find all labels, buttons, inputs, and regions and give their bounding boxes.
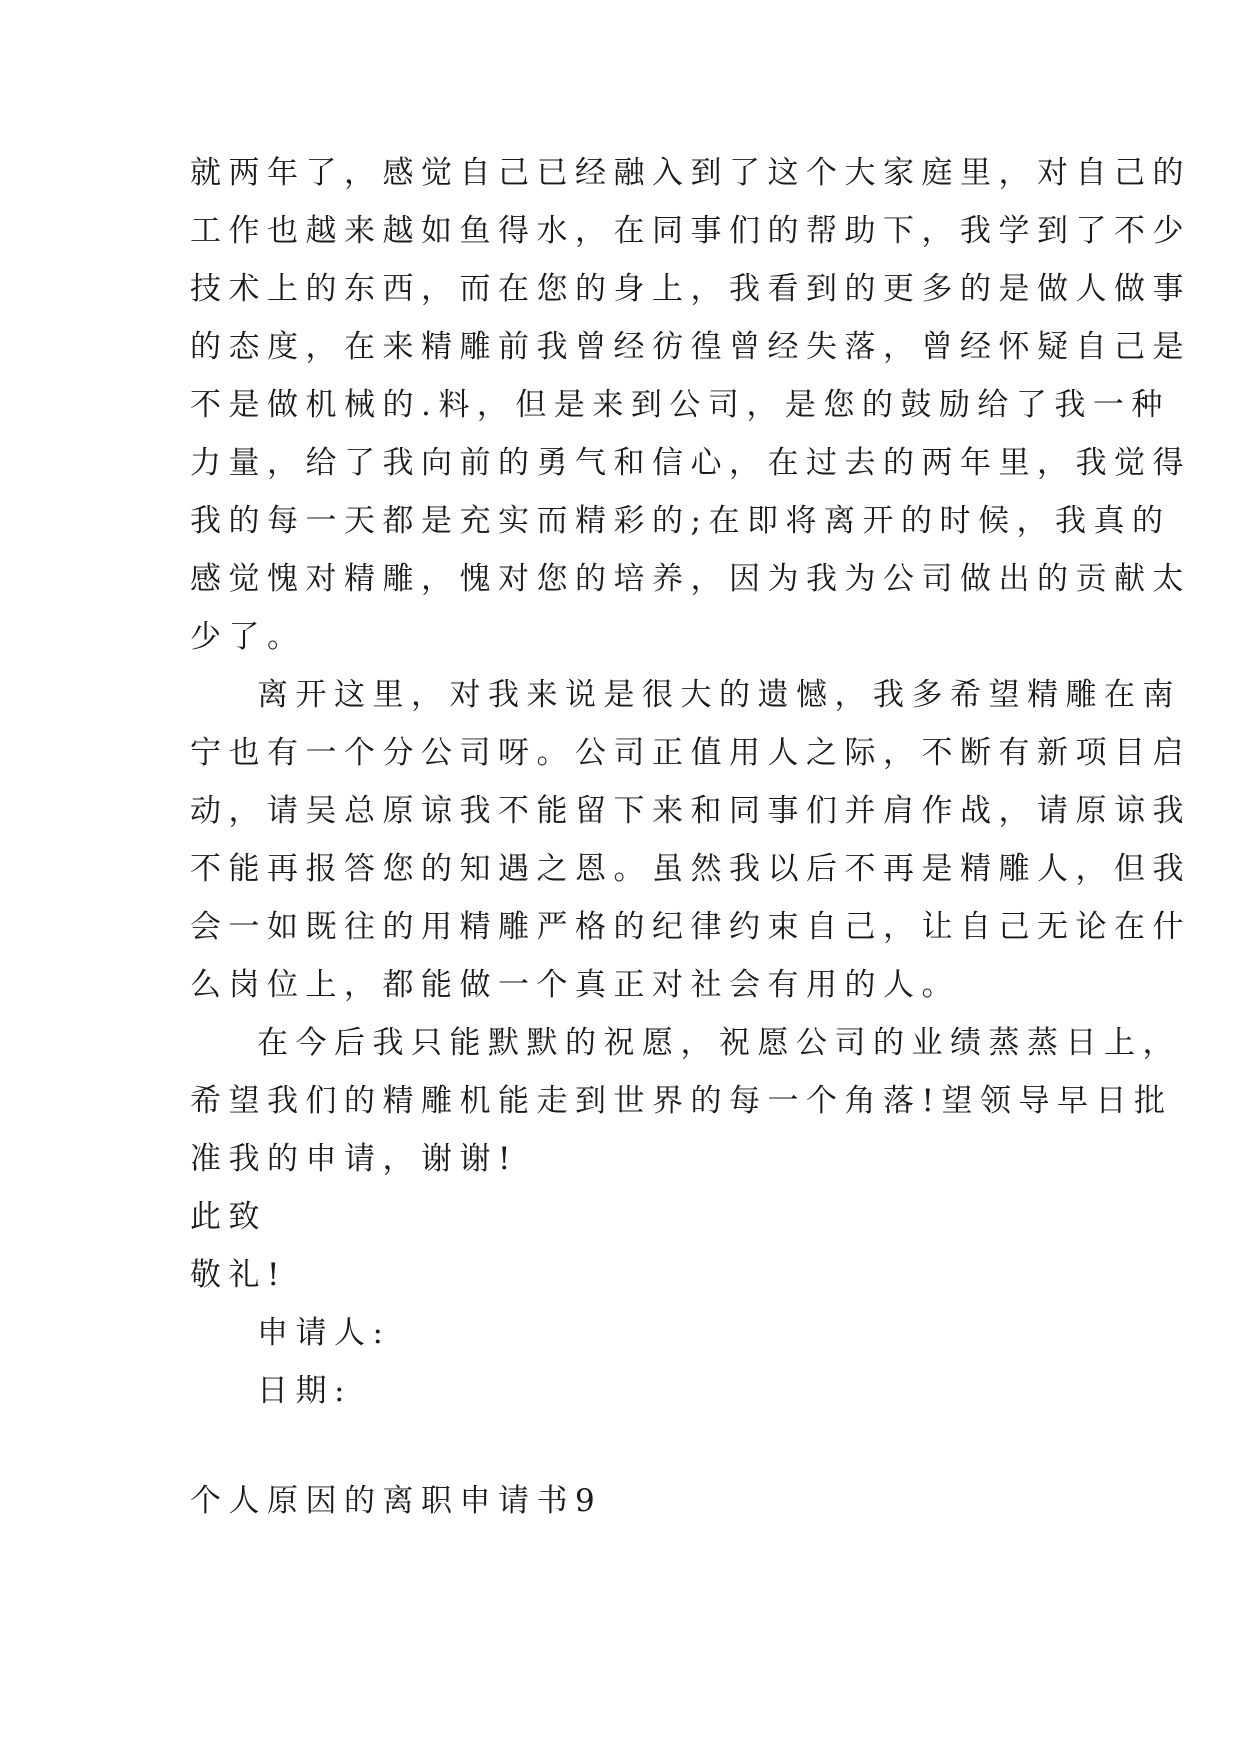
body-text-line: 的态度，在来精雕前我曾经彷徨曾经失落，曾经怀疑自己是 [190, 329, 1191, 365]
body-text-line: 就两年了，感觉自己已经融入到了这个大家庭里，对自己的 [190, 155, 1191, 191]
body-text-line: 不是做机械的.料，但是来到公司，是您的鼓励给了我一种 [190, 387, 1170, 423]
body-text-line: 少了。 [190, 619, 306, 655]
body-text-line: 准我的申请，谢谢! [190, 1141, 518, 1177]
body-text-line: 么岗位上，都能做一个真正对社会有用的人。 [190, 967, 960, 1003]
body-text-line: 宁也有一个分公司呀。公司正值用人之际，不断有新项目启 [190, 735, 1191, 771]
body-text-line: 技术上的东西，而在您的身上，我看到的更多的是做人做事 [190, 271, 1191, 307]
body-text-line: 在今后我只能默默的祝愿，祝愿公司的业绩蒸蒸日上， [257, 1025, 1181, 1061]
body-text-line: 工作也越来越如鱼得水，在同事们的帮助下，我学到了不少 [190, 213, 1191, 249]
body-text-line: 力量，给了我向前的勇气和信心，在过去的两年里，我觉得 [190, 445, 1191, 481]
body-text-line: 离开这里，对我来说是很大的遗憾，我多希望精雕在南 [257, 677, 1181, 713]
closing-regards: 敬礼! [190, 1257, 287, 1293]
body-text-line: 我的每一天都是充实而精彩的;在即将离开的时候，我真的 [190, 503, 1171, 539]
body-text-line: 不能再报答您的知遇之恩。虽然我以后不再是精雕人，但我 [190, 851, 1191, 887]
closing-salutation: 此致 [190, 1199, 267, 1235]
date-label: 日期: [257, 1373, 352, 1409]
body-text-line: 动，请吴总原谅我不能留下来和同事们并肩作战，请原谅我 [190, 793, 1191, 829]
body-text-line: 感觉愧对精雕，愧对您的培养，因为我为公司做出的贡献太 [190, 561, 1191, 597]
applicant-label: 申请人: [257, 1315, 391, 1351]
body-text-line: 会一如既往的用精雕严格的纪律约束自己，让自己无论在什 [190, 909, 1191, 945]
body-text-line: 希望我们的精雕机能走到世界的每一个角落!望领导早日批 [190, 1083, 1173, 1119]
next-section-title: 个人原因的离职申请书9 [190, 1483, 603, 1519]
